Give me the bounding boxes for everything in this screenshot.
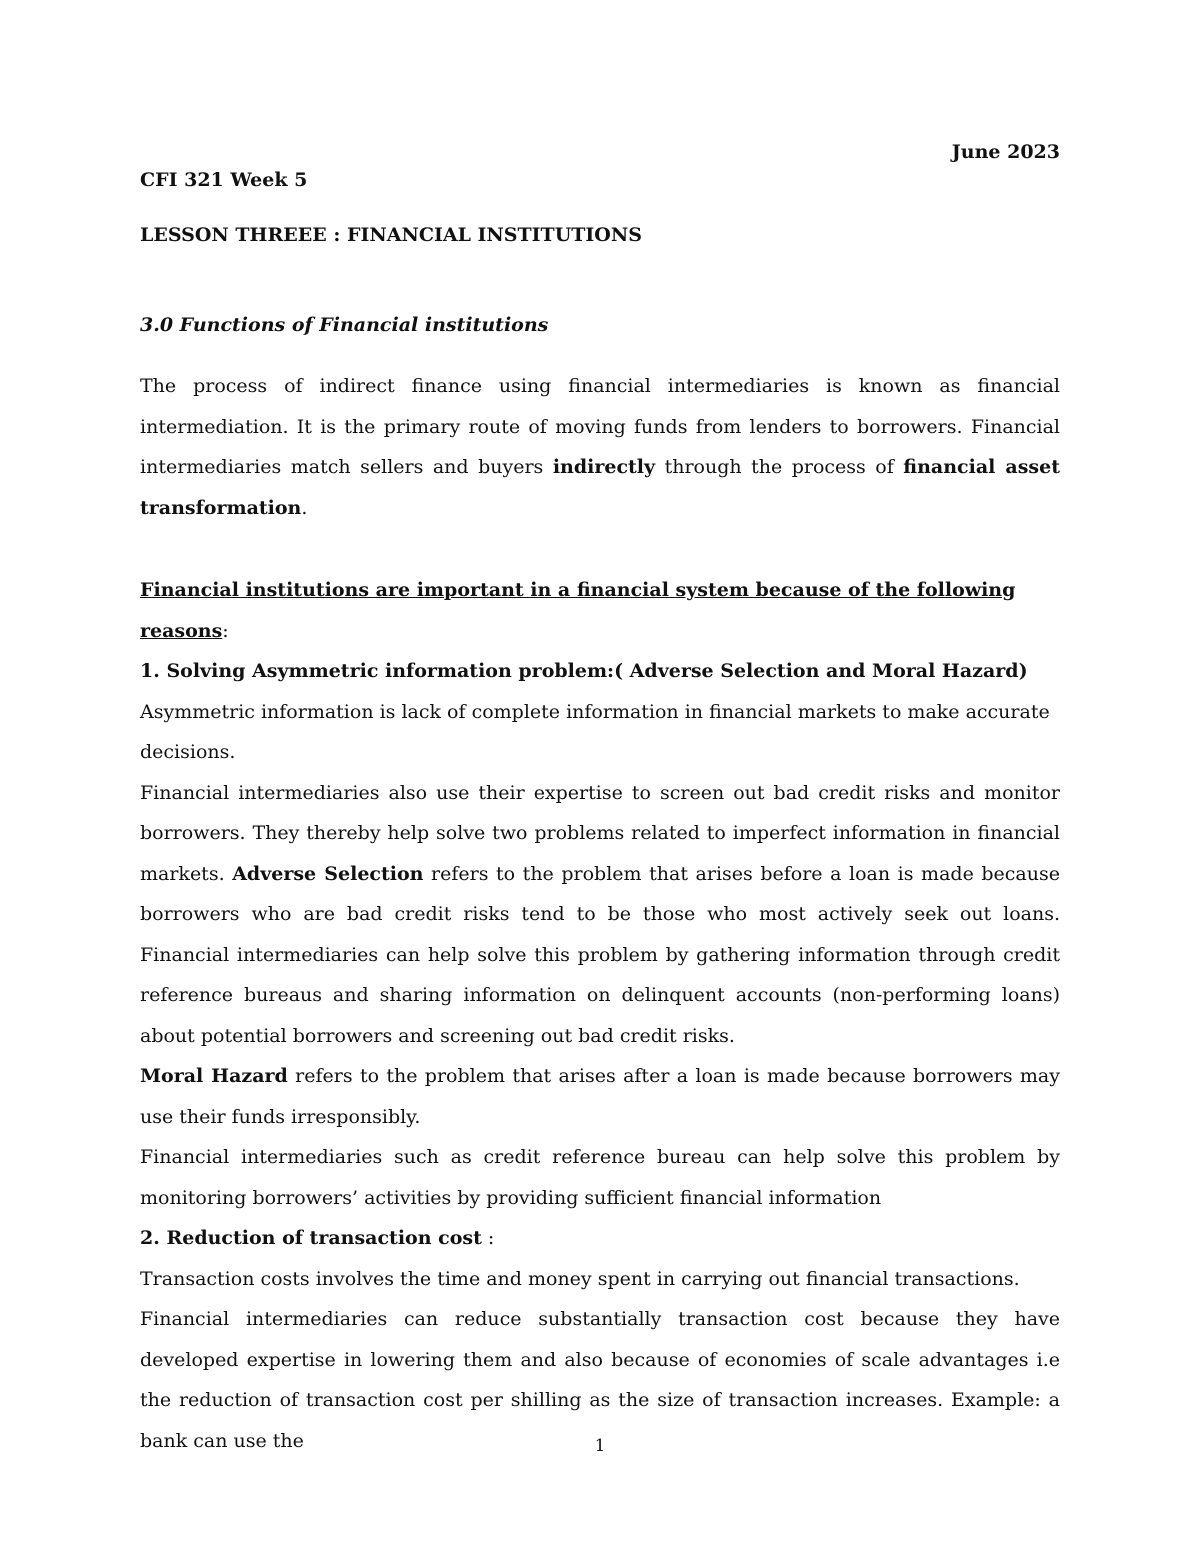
item1-paragraph-2 — [140, 773, 1060, 1057]
item2-title-text: 2. Reduction of transaction cost — [140, 1227, 482, 1249]
item1-paragraph-4: Financial intermediaries such as credit reference bureau can help solve this problem by monitoring borrowers’ activities by providing sufficient financial information — [140, 1146, 1060, 1209]
transaction-cost-section — [140, 1218, 1060, 1461]
intro-text-b: through the process of — [655, 456, 904, 478]
reasons-heading-colon: : — [222, 619, 229, 642]
adverse-selection-term: Adverse Selection — [232, 862, 424, 885]
item2-title — [140, 1218, 1060, 1259]
item1-p2-text-b: refers to the problem that arises before a loan is made because borrowers who are bad credit risks tend to be those who most actively seek out loans. Financial intermediaries can help solve this problem by gathering information through credit reference bureaus and sharing information on delinquent accounts (non-performing loans) about potential borrowers and screening out bad credit risks. — [140, 862, 1060, 1047]
item2-title-suffix: : — [481, 1227, 495, 1249]
reasons-heading-text: Financial institutions are important in a financial system because of the following reasons — [140, 579, 1016, 642]
reasons-heading — [140, 570, 1060, 651]
item1-paragraph-1: Asymmetric information is lack of complete information in financial markets to make accurate decisions. — [140, 700, 1050, 763]
intro-section — [140, 366, 1060, 528]
item1-p2-text-a: Financial intermediaries also use their expertise to screen out bad credit risks and monitor borrowers. They thereby help solve two problems related to imperfect information in financial markets. — [140, 781, 1060, 885]
item2-paragraph-2: Financial intermediaries can reduce substantially transaction cost because they have developed expertise in lowering them and also because of economies of scale advantages i.e the reduction of transaction cost per shilling as the size of transaction increases. Example: a bank can use the — [140, 1308, 1060, 1452]
reasons-section — [140, 570, 1060, 1218]
lesson-title: LESSON THREEE : FINANCIAL INSTITUTIONS — [140, 224, 642, 246]
item1-title: 1. Solving Asymmetric information problem:( Adverse Selection and Moral Hazard) — [140, 660, 1028, 682]
intro-text-end: . — [301, 496, 308, 519]
page-number: 1 — [594, 1436, 606, 1456]
intro-text-a: The process of indirect finance using financial intermediaries is known as financial intermediation. It is the primary route of moving funds from lenders to borrowers. Financial intermediaries match sellers and buyers — [140, 375, 1060, 478]
intro-paragraph — [140, 366, 1060, 528]
document-date: June 2023 — [951, 141, 1060, 163]
intro-bold-transformation: financial asset transformation — [140, 456, 1060, 519]
intro-bold-indirectly: indirectly — [552, 456, 656, 478]
item1-p3-text: refers to the problem that arises after a loan is made because borrowers may use their funds irresponsibly. — [140, 1065, 1060, 1128]
course-code: CFI 321 Week 5 — [140, 169, 308, 191]
item2-paragraph-1: Transaction costs involves the time and money spent in carrying out financial transactions. — [140, 1267, 1020, 1290]
section-title: 3.0 Functions of Financial institutions — [140, 314, 549, 336]
item1-paragraph-3 — [140, 1056, 1060, 1137]
moral-hazard-term: Moral Hazard — [140, 1065, 288, 1087]
